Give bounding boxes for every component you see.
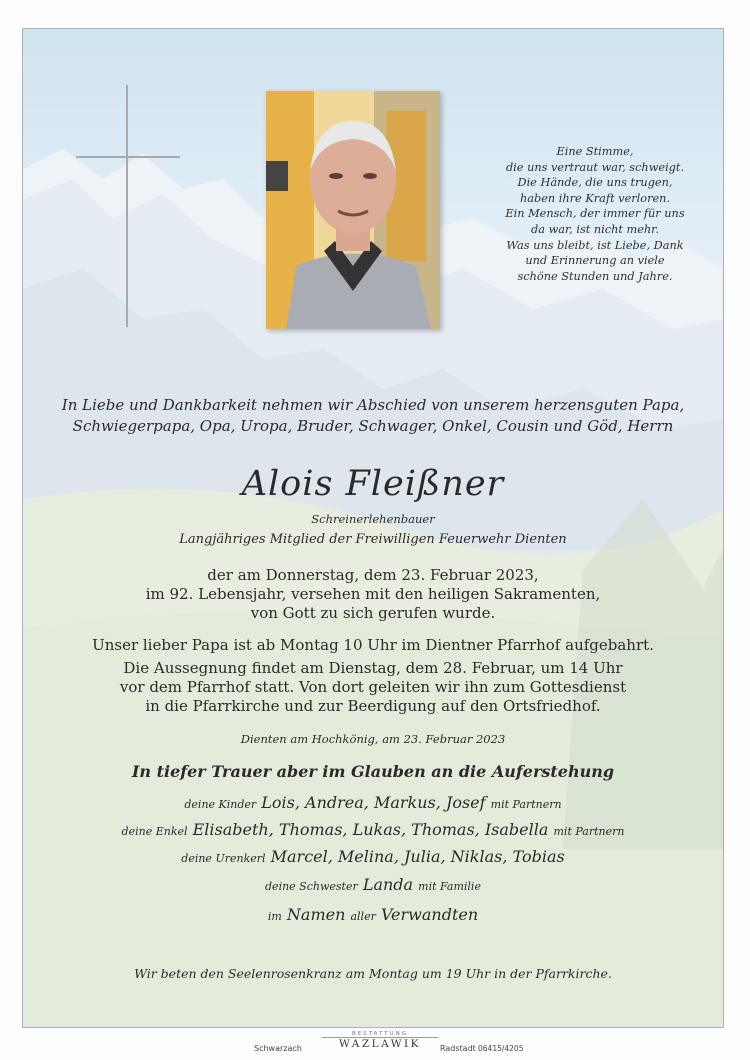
poem-line: haben ihre Kraft verloren. (519, 191, 671, 205)
family-prefix: deine Schwester (265, 880, 358, 893)
death-notice (23, 566, 723, 623)
laid-out-notice: Unser lieber Papa ist ab Montag 10 Uhr im Dientner Pfarrhof aufgebahrt. (92, 636, 654, 654)
family-names: Elisabeth, Thomas, Lukas, Thomas, Isabella (192, 820, 549, 839)
family-names: Landa (362, 875, 414, 894)
intro-text (23, 395, 723, 437)
footer-location-left: Schwarzach (254, 1044, 302, 1053)
family-suffix: mit Familie (418, 880, 481, 893)
deceased-name: Alois Fleißner (241, 464, 505, 504)
footer-location-right: Radstadt (440, 1044, 476, 1053)
portrait-photo (266, 91, 440, 329)
poem-line: Ein Mensch, der immer für uns (505, 207, 685, 221)
family-prefix: im (267, 910, 282, 923)
family-mid: aller (350, 910, 376, 923)
family-grandchildren (23, 820, 723, 839)
funeral-notice (23, 659, 723, 716)
funeral-home-logo: WAZLAWIK (338, 1038, 422, 1050)
poem-line: Eine Stimme, (556, 145, 634, 158)
family-great-grandchildren (23, 847, 723, 866)
family-children (23, 793, 723, 812)
death-line: im 92. Lebensjahr, versehen mit den heiligen Sakramenten, (145, 585, 601, 603)
funeral-line: Die Aussegnung findet am Dienstag, dem 28. Februar, um 14 Uhr (123, 659, 623, 677)
poem-line: schöne Stunden und Jahre. (517, 269, 673, 283)
poem-line: die uns vertraut war, schweigt. (505, 160, 685, 174)
funeral-home-footer (0, 1030, 750, 1060)
family-sister (23, 875, 723, 894)
family-prefix: deine Enkel (121, 825, 188, 838)
poem-line: und Erinnerung an viele (525, 254, 665, 268)
mourning-line: In tiefer Trauer aber im Glauben an die Auferstehung (131, 762, 615, 781)
deceased-membership: Langjähriges Mitglied der Freiwilligen Feuerwehr Dienten (179, 532, 567, 547)
funeral-line: vor dem Pfarrhof statt. Von dort geleiten wir ihn zum Gottesdienst (119, 678, 627, 696)
family-word: Namen (286, 905, 346, 924)
intro-line: In Liebe und Dankbarkeit nehmen wir Abschied von unserem herzensguten Papa, (61, 396, 685, 414)
deceased-occupation: Schreinerlehenbauer (311, 512, 435, 526)
footer-phone: 06415/4205 (478, 1044, 524, 1053)
rosary-notice: Wir beten den Seelenrosenkranz am Montag um 19 Uhr in der Pfarrkirche. (134, 966, 612, 981)
death-line: der am Donnerstag, dem 23. Februar 2023, (207, 566, 539, 584)
poem-line: da war, ist nicht mehr. (531, 222, 659, 236)
family-suffix: mit Partnern (553, 825, 625, 838)
poem-line: Die Hände, die uns trugen, (517, 176, 673, 190)
family-relatives (23, 905, 723, 924)
intro-line: Schwiegerpapa, Opa, Uropa, Bruder, Schwager, Onkel, Cousin und Göd, Herrn (72, 417, 674, 435)
family-names: Lois, Andrea, Markus, Josef (261, 793, 486, 812)
poem-line: Was uns bleibt, ist Liebe, Dank (506, 238, 684, 252)
family-prefix: deine Kinder (184, 798, 257, 811)
memorial-poem (475, 144, 715, 284)
family-suffix: mit Partnern (490, 798, 562, 811)
family-prefix: deine Urenkerl (181, 852, 266, 865)
funeral-line: in die Pfarrkirche und zur Beerdigung auf den Ortsfriedhof. (145, 697, 601, 715)
death-line: von Gott zu sich gerufen wurde. (250, 604, 496, 622)
obituary-card (22, 28, 724, 1028)
family-names: Marcel, Melina, Julia, Niklas, Tobias (270, 847, 565, 866)
footer-tagline: BESTATTUNG (351, 1031, 409, 1037)
family-word: Verwandten (380, 905, 479, 924)
place-date: Dienten am Hochkönig, am 23. Februar 2023 (240, 732, 506, 746)
